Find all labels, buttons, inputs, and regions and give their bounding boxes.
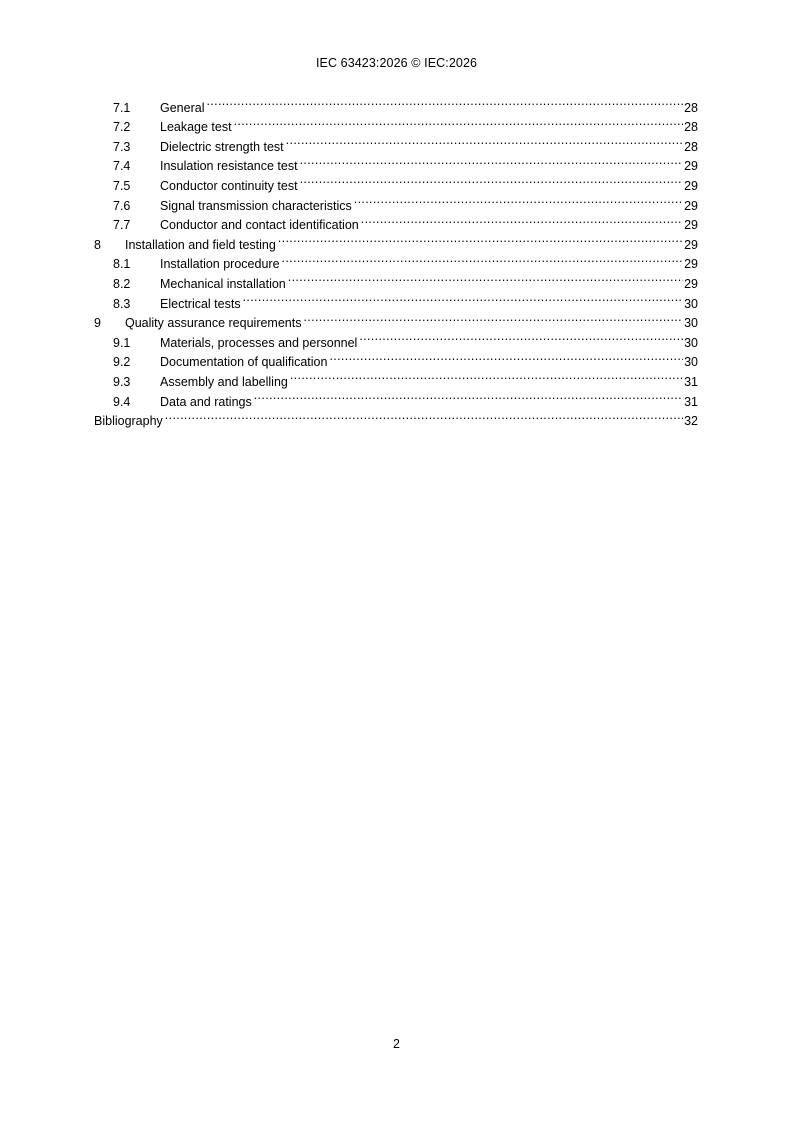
toc-entry-title: Insulation resistance test bbox=[160, 159, 298, 174]
page-number: 2 bbox=[393, 1037, 400, 1051]
toc-entry-title: Electrical tests bbox=[160, 296, 241, 311]
toc-entry-page: 29 bbox=[684, 159, 698, 174]
toc-entry-title: Documentation of qualification bbox=[160, 355, 328, 370]
toc-entry-title: Conductor and contact identification bbox=[160, 218, 359, 233]
table-of-contents bbox=[94, 92, 698, 429]
toc-entry-number: 7.4 bbox=[113, 159, 131, 174]
toc-entry-page: 30 bbox=[684, 355, 698, 370]
toc-entry-title: Data and ratings bbox=[160, 394, 252, 409]
toc-entry-title: Assembly and labelling bbox=[160, 374, 288, 389]
toc-entry-page: 28 bbox=[684, 139, 698, 154]
toc-entry-number: 9.3 bbox=[113, 374, 131, 389]
toc-entry-page: 31 bbox=[684, 394, 698, 409]
toc-dot-leader bbox=[290, 366, 683, 386]
page-header: IEC 63423:2026 © IEC:2026 bbox=[315, 56, 478, 70]
toc-entry-title: Installation procedure bbox=[160, 257, 280, 272]
toc-entry-number: 7.7 bbox=[113, 218, 131, 233]
toc-entry-number: 8.1 bbox=[113, 257, 131, 272]
toc-entry-title: Installation and field testing bbox=[125, 237, 276, 252]
toc-bibliography-entry[interactable] bbox=[94, 406, 698, 429]
toc-entry-title: Dielectric strength test bbox=[160, 139, 284, 154]
toc-entry-page: 29 bbox=[684, 237, 698, 252]
toc-entry-title: Materials, processes and personnel bbox=[160, 335, 358, 350]
toc-dot-leader bbox=[300, 151, 684, 171]
toc-entry-title: Conductor continuity test bbox=[160, 178, 298, 193]
toc-entry-title: Quality assurance requirements bbox=[125, 316, 302, 331]
toc-entry-page: 30 bbox=[684, 296, 698, 311]
toc-dot-leader bbox=[234, 112, 684, 132]
toc-entry-number: 8.3 bbox=[113, 296, 131, 311]
toc-dot-leader bbox=[288, 268, 683, 288]
toc-entry-number: 8 bbox=[94, 237, 101, 252]
toc-entry-title: Signal transmission characteristics bbox=[160, 198, 352, 213]
toc-dot-leader bbox=[165, 406, 683, 426]
toc-entry-title: Leakage test bbox=[160, 120, 232, 135]
toc-entry-page: 32 bbox=[684, 414, 698, 429]
toc-entry-number: 7.2 bbox=[113, 120, 131, 135]
toc-dot-leader bbox=[282, 249, 684, 269]
toc-entry-page: 28 bbox=[684, 120, 698, 135]
toc-entry-number: 7.6 bbox=[113, 198, 131, 213]
toc-entry-title: Mechanical installation bbox=[160, 276, 286, 291]
toc-dot-leader bbox=[303, 308, 683, 328]
toc-entry-page: 29 bbox=[684, 178, 698, 193]
toc-entry-number: 7.5 bbox=[113, 178, 131, 193]
toc-dot-leader bbox=[286, 131, 683, 151]
toc-dot-leader bbox=[300, 170, 684, 190]
toc-entry-title: General bbox=[160, 100, 205, 115]
toc-entry-number: 7.1 bbox=[113, 100, 131, 115]
toc-dot-leader bbox=[359, 327, 683, 347]
toc-entry-page: 29 bbox=[684, 276, 698, 291]
toc-entry-page: 28 bbox=[684, 100, 698, 115]
toc-dot-leader bbox=[206, 92, 683, 112]
toc-entry-number: 9.4 bbox=[113, 394, 131, 409]
toc-entry-title: Bibliography bbox=[94, 414, 163, 429]
toc-dot-leader bbox=[329, 347, 683, 367]
toc-entry-number: 8.2 bbox=[113, 276, 131, 291]
toc-dot-leader bbox=[243, 288, 684, 308]
toc-dot-leader bbox=[354, 190, 683, 210]
toc-entry-number: 7.3 bbox=[113, 139, 131, 154]
toc-entry-page: 29 bbox=[684, 198, 698, 213]
toc-entry-number: 9.2 bbox=[113, 355, 131, 370]
toc-entry[interactable] bbox=[94, 92, 698, 115]
toc-dot-leader bbox=[278, 229, 683, 249]
toc-entry-number: 9 bbox=[94, 316, 101, 331]
toc-dot-leader bbox=[361, 210, 683, 230]
toc-entry-number: 9.1 bbox=[113, 335, 131, 350]
toc-entry-page: 30 bbox=[684, 335, 698, 350]
toc-entry-page: 29 bbox=[684, 257, 698, 272]
toc-entry-page: 29 bbox=[684, 218, 698, 233]
toc-dot-leader bbox=[254, 386, 683, 406]
toc-entry-page: 30 bbox=[684, 316, 698, 331]
toc-entry-page: 31 bbox=[684, 374, 698, 389]
